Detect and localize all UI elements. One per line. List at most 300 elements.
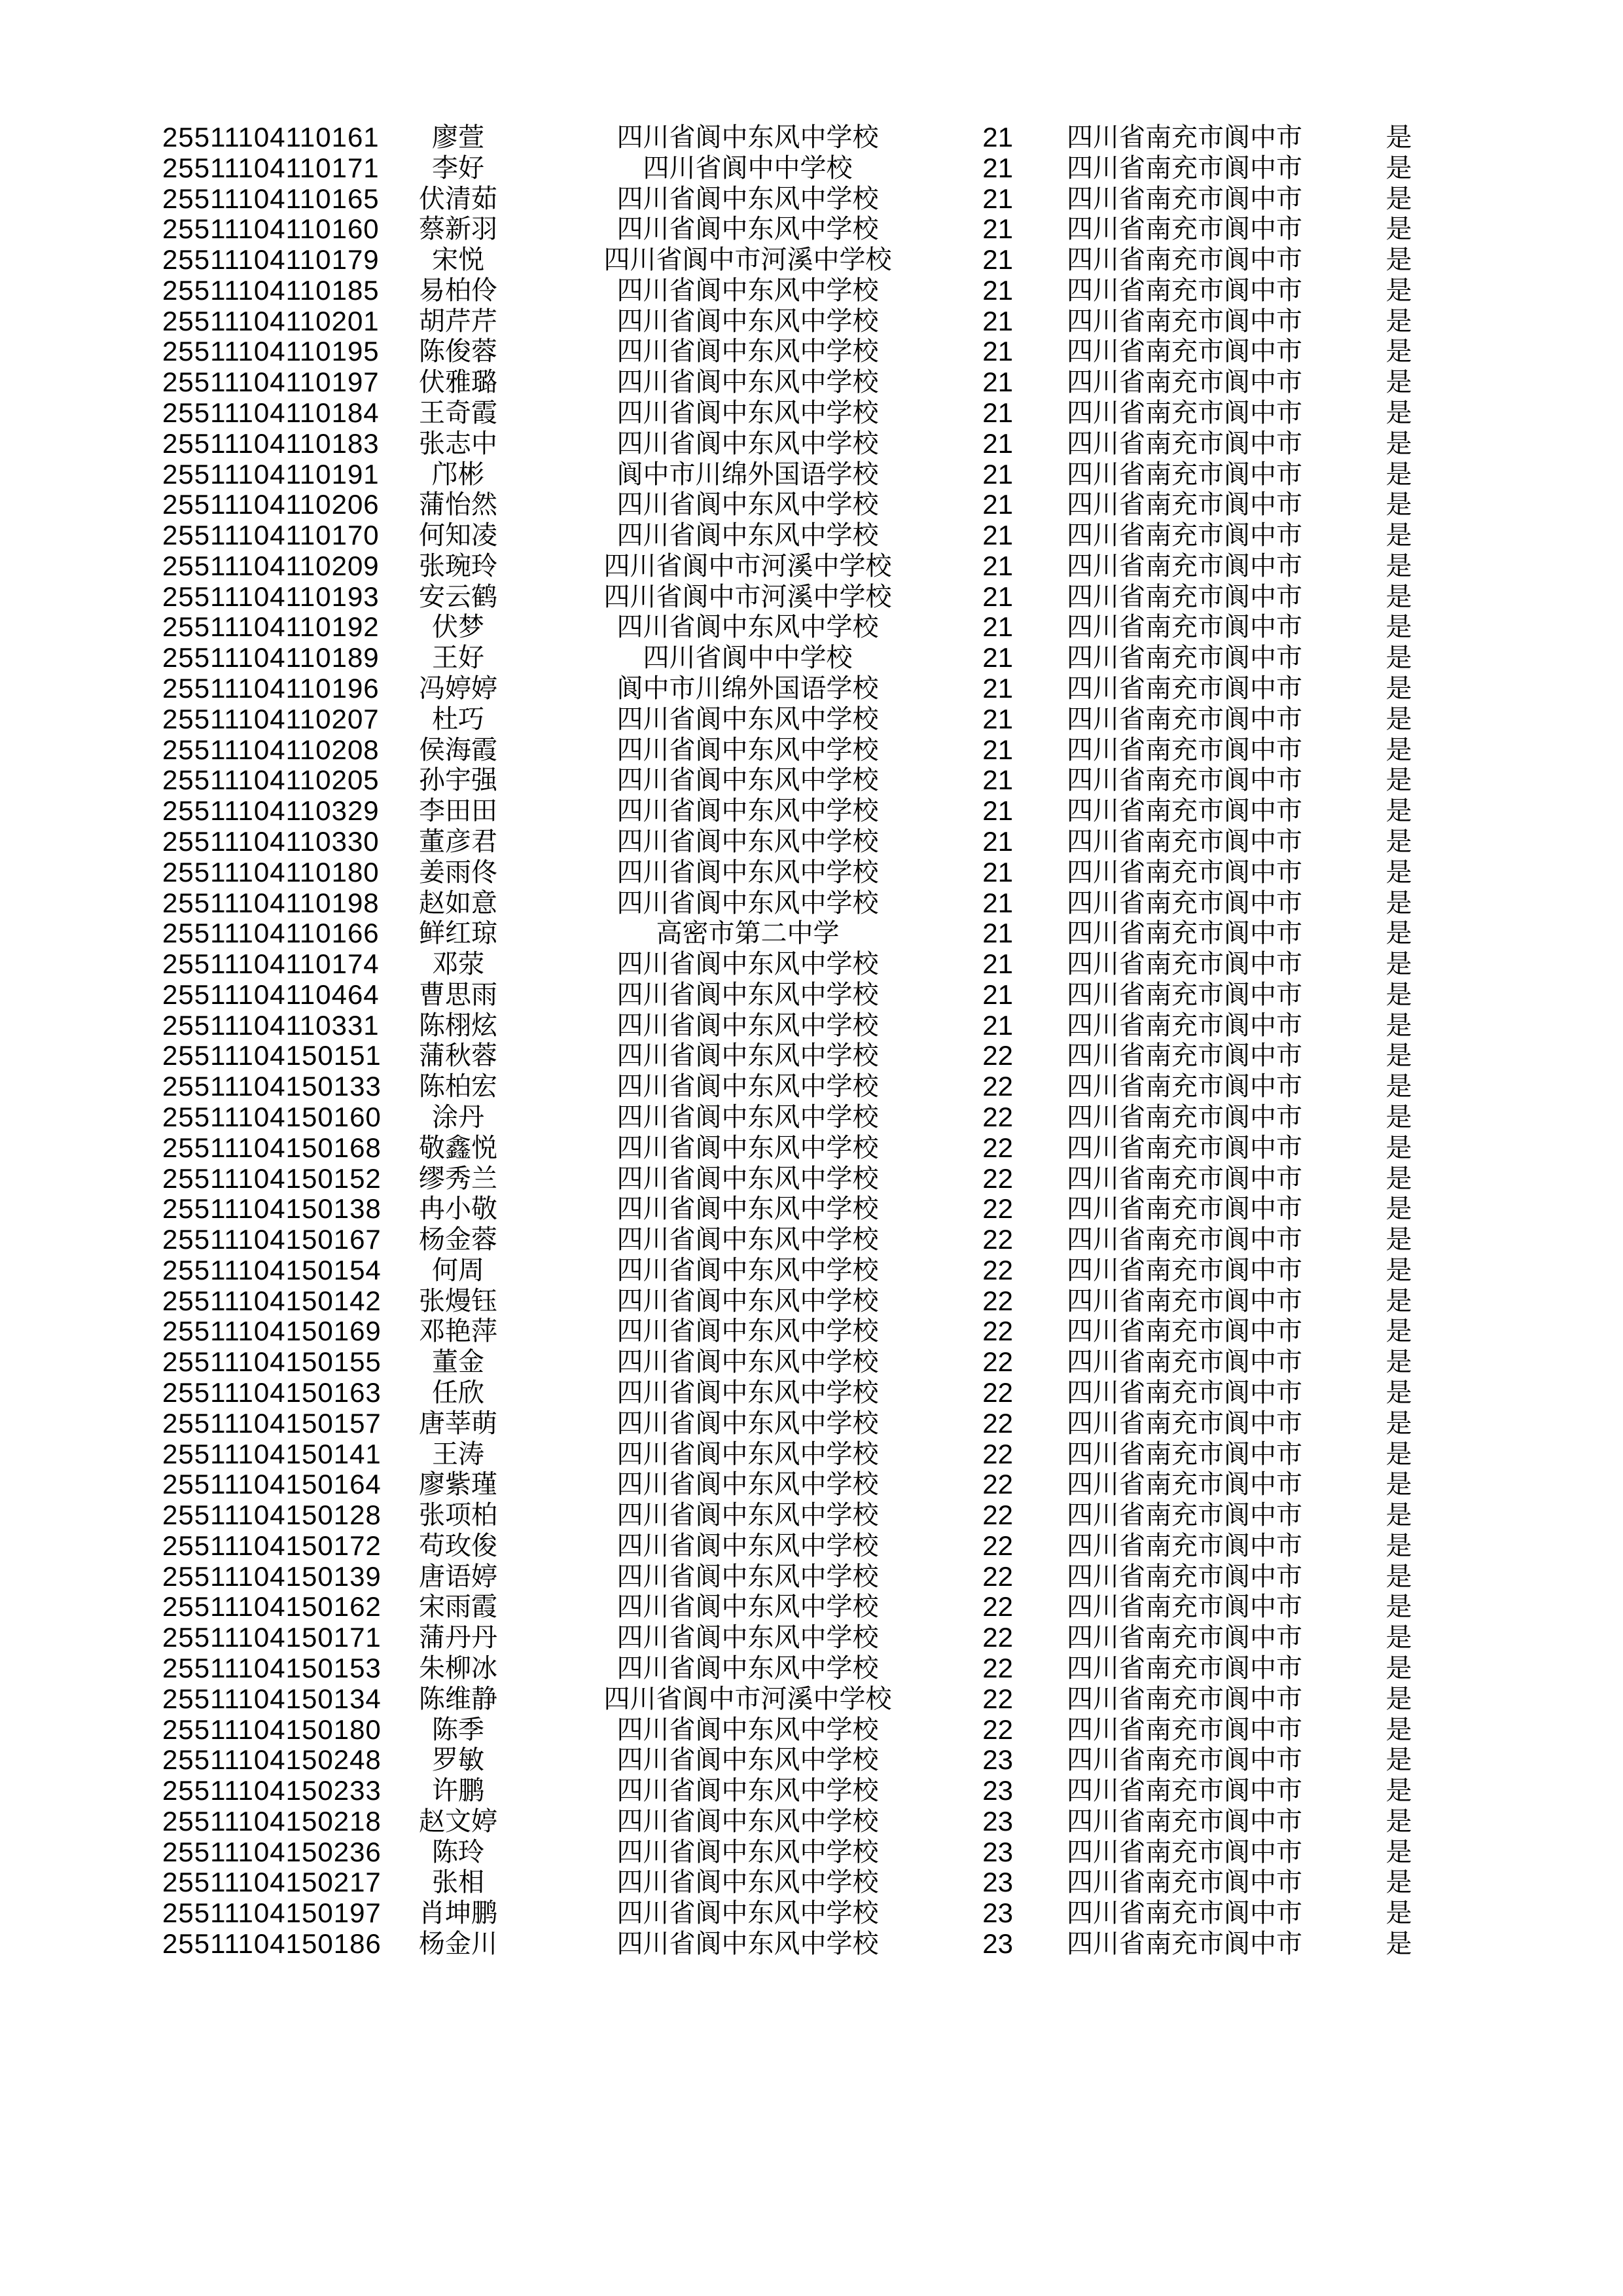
cell-candidate-id: 25511104150139 <box>162 1560 382 1592</box>
cell-candidate-id: 25511104150141 <box>162 1438 382 1469</box>
cell-room-number: 22 <box>982 1499 1013 1531</box>
cell-school-name: 四川省阆中东风中学校 <box>616 1623 879 1653</box>
table-row <box>0 1653 1623 1683</box>
cell-confirmed-flag: 是 <box>1385 1469 1412 1499</box>
cell-school-name: 四川省阆中东风中学校 <box>616 1592 879 1622</box>
cell-room-number: 21 <box>982 213 1013 245</box>
cell-school-name: 阆中市川绵外国语学校 <box>616 673 879 704</box>
cell-room-number: 22 <box>982 1101 1013 1132</box>
cell-exam-location: 四川省南充市阆中市 <box>1067 1500 1302 1530</box>
cell-confirmed-flag: 是 <box>1385 1408 1412 1438</box>
cell-school-name: 四川省阆中东风中学校 <box>616 275 879 305</box>
table-row <box>0 1591 1623 1622</box>
cell-candidate-id: 25511104110183 <box>162 427 380 459</box>
cell-school-name: 四川省阆中东风中学校 <box>616 704 879 734</box>
cell-candidate-id: 25511104110170 <box>162 520 380 551</box>
cell-school-name: 四川省阆中东风中学校 <box>616 1163 879 1193</box>
cell-candidate-id: 25511104110329 <box>162 795 380 827</box>
cell-confirmed-flag: 是 <box>1385 1714 1412 1744</box>
table-row <box>0 1193 1623 1224</box>
cell-school-name: 四川省阆中东风中学校 <box>616 1439 879 1469</box>
cell-exam-location: 四川省南充市阆中市 <box>1067 245 1302 275</box>
cell-school-name: 四川省阆中中学校 <box>643 152 853 183</box>
cell-exam-location: 四川省南充市阆中市 <box>1067 1469 1302 1499</box>
cell-candidate-id: 25511104150163 <box>162 1376 382 1408</box>
cell-exam-location: 四川省南充市阆中市 <box>1067 1316 1302 1346</box>
cell-confirmed-flag: 是 <box>1385 765 1412 795</box>
cell-room-number: 21 <box>982 887 1013 918</box>
table-row <box>0 244 1623 275</box>
cell-exam-location: 四川省南充市阆中市 <box>1067 888 1302 918</box>
cell-confirmed-flag: 是 <box>1385 520 1412 550</box>
cell-exam-location: 四川省南充市阆中市 <box>1067 1285 1302 1316</box>
cell-room-number: 23 <box>982 1867 1013 1898</box>
cell-candidate-id: 25511104150233 <box>162 1775 382 1806</box>
cell-exam-location: 四川省南充市阆中市 <box>1067 581 1302 611</box>
table-row <box>0 1010 1623 1041</box>
table-row <box>0 1377 1623 1408</box>
cell-student-name: 蒲丹丹 <box>419 1623 497 1653</box>
cell-school-name: 四川省阆中市河溪中学校 <box>603 1683 892 1713</box>
cell-candidate-id: 25511104150186 <box>162 1928 382 1960</box>
table-row <box>0 979 1623 1010</box>
cell-exam-location: 四川省南充市阆中市 <box>1067 918 1302 948</box>
cell-student-name: 陈玲 <box>432 1837 484 1867</box>
table-row <box>0 888 1623 918</box>
table-row <box>0 1683 1623 1714</box>
cell-candidate-id: 25511104150168 <box>162 1132 382 1163</box>
cell-room-number: 21 <box>982 795 1013 827</box>
cell-student-name: 苟玫俊 <box>419 1530 497 1560</box>
cell-candidate-id: 25511104110160 <box>162 213 380 245</box>
cell-student-name: 缪秀兰 <box>419 1163 497 1193</box>
cell-room-number: 21 <box>982 336 1013 367</box>
cell-school-name: 四川省阆中中学校 <box>643 643 853 673</box>
cell-student-name: 赵如意 <box>419 888 497 918</box>
cell-room-number: 21 <box>982 520 1013 551</box>
cell-exam-location: 四川省南充市阆中市 <box>1067 122 1302 152</box>
cell-school-name: 四川省阆中东风中学校 <box>616 979 879 1009</box>
cell-school-name: 四川省阆中东风中学校 <box>616 306 879 336</box>
cell-student-name: 杜巧 <box>432 704 484 734</box>
cell-school-name: 四川省阆中东风中学校 <box>616 1071 879 1102</box>
cell-candidate-id: 25511104110207 <box>162 703 380 734</box>
table-row <box>0 918 1623 948</box>
cell-student-name: 张琬玲 <box>419 550 497 581</box>
cell-confirmed-flag: 是 <box>1385 796 1412 826</box>
cell-room-number: 21 <box>982 183 1013 214</box>
cell-school-name: 四川省阆中东风中学校 <box>616 1041 879 1071</box>
cell-student-name: 唐莘萌 <box>419 1408 497 1438</box>
cell-exam-location: 四川省南充市阆中市 <box>1067 1683 1302 1713</box>
cell-student-name: 伏雅璐 <box>419 367 497 397</box>
cell-confirmed-flag: 是 <box>1385 1500 1412 1530</box>
cell-student-name: 宋雨霞 <box>419 1592 497 1622</box>
cell-room-number: 23 <box>982 1744 1013 1776</box>
cell-candidate-id: 25511104110191 <box>162 458 380 490</box>
cell-room-number: 22 <box>982 1407 1013 1439</box>
cell-school-name: 四川省阆中东风中学校 <box>616 1929 879 1959</box>
table-row <box>0 764 1623 795</box>
cell-candidate-id: 25511104150248 <box>162 1744 382 1776</box>
cell-exam-location: 四川省南充市阆中市 <box>1067 550 1302 581</box>
cell-school-name: 四川省阆中东风中学校 <box>616 949 879 979</box>
cell-confirmed-flag: 是 <box>1385 1255 1412 1285</box>
cell-student-name: 胡芹芹 <box>419 306 497 336</box>
cell-student-name: 何知凌 <box>419 520 497 550</box>
cell-school-name: 四川省阆中东风中学校 <box>616 1408 879 1438</box>
table-row <box>0 1316 1623 1346</box>
cell-candidate-id: 25511104150171 <box>162 1622 382 1653</box>
cell-candidate-id: 25511104150167 <box>162 1224 382 1255</box>
cell-confirmed-flag: 是 <box>1385 1071 1412 1102</box>
cell-room-number: 21 <box>982 427 1013 459</box>
cell-confirmed-flag: 是 <box>1385 1285 1412 1316</box>
cell-school-name: 四川省阆中东风中学校 <box>616 1500 879 1530</box>
cell-candidate-id: 25511104150138 <box>162 1193 382 1225</box>
cell-exam-location: 四川省南充市阆中市 <box>1067 275 1302 305</box>
cell-candidate-id: 25511104150142 <box>162 1285 382 1316</box>
cell-confirmed-flag: 是 <box>1385 1929 1412 1959</box>
cell-confirmed-flag: 是 <box>1385 275 1412 305</box>
cell-student-name: 姜雨佟 <box>419 857 497 887</box>
table-row <box>0 275 1623 306</box>
table-row <box>0 795 1623 826</box>
table-row <box>0 642 1623 673</box>
cell-candidate-id: 25511104110193 <box>162 581 380 612</box>
cell-candidate-id: 25511104110171 <box>162 152 380 183</box>
cell-confirmed-flag: 是 <box>1385 643 1412 673</box>
table-row <box>0 1744 1623 1775</box>
cell-confirmed-flag: 是 <box>1385 1561 1412 1591</box>
table-row <box>0 1837 1623 1867</box>
cell-school-name: 四川省阆中市河溪中学校 <box>603 550 892 581</box>
cell-student-name: 李好 <box>432 152 484 183</box>
cell-exam-location: 四川省南充市阆中市 <box>1067 1347 1302 1377</box>
cell-candidate-id: 25511104110161 <box>162 122 380 152</box>
table-row <box>0 1102 1623 1132</box>
cell-school-name: 四川省阆中东风中学校 <box>616 1316 879 1346</box>
cell-confirmed-flag: 是 <box>1385 459 1412 489</box>
cell-room-number: 22 <box>982 1316 1013 1347</box>
cell-room-number: 23 <box>982 1805 1013 1837</box>
cell-candidate-id: 25511104150128 <box>162 1499 382 1531</box>
cell-confirmed-flag: 是 <box>1385 857 1412 887</box>
cell-room-number: 23 <box>982 1897 1013 1929</box>
table-row <box>0 306 1623 336</box>
cell-room-number: 22 <box>982 1346 1013 1378</box>
cell-confirmed-flag: 是 <box>1385 1225 1412 1255</box>
cell-confirmed-flag: 是 <box>1385 673 1412 704</box>
cell-exam-location: 四川省南充市阆中市 <box>1067 398 1302 428</box>
cell-room-number: 21 <box>982 122 1013 152</box>
cell-confirmed-flag: 是 <box>1385 704 1412 734</box>
cell-candidate-id: 25511104150236 <box>162 1836 382 1867</box>
cell-room-number: 21 <box>982 856 1013 888</box>
cell-candidate-id: 25511104150153 <box>162 1653 382 1683</box>
cell-student-name: 陈维静 <box>419 1683 497 1713</box>
cell-confirmed-flag: 是 <box>1385 336 1412 367</box>
cell-exam-location: 四川省南充市阆中市 <box>1067 1898 1302 1928</box>
table-row <box>0 213 1623 244</box>
cell-student-name: 涂丹 <box>432 1102 484 1132</box>
cell-school-name: 四川省阆中东风中学校 <box>616 428 879 458</box>
cell-student-name: 董金 <box>432 1347 484 1377</box>
cell-confirmed-flag: 是 <box>1385 1163 1412 1193</box>
cell-exam-location: 四川省南充市阆中市 <box>1067 826 1302 856</box>
cell-school-name: 四川省阆中东风中学校 <box>616 336 879 367</box>
cell-candidate-id: 25511104110174 <box>162 948 380 980</box>
table-row <box>0 1224 1623 1255</box>
cell-exam-location: 四川省南充市阆中市 <box>1067 214 1302 244</box>
cell-room-number: 22 <box>982 1560 1013 1592</box>
cell-exam-location: 四川省南充市阆中市 <box>1067 1929 1302 1959</box>
cell-student-name: 陈柏宏 <box>419 1071 497 1102</box>
cell-student-name: 蒲怡然 <box>419 490 497 520</box>
cell-confirmed-flag: 是 <box>1385 1623 1412 1653</box>
cell-school-name: 四川省阆中东风中学校 <box>616 826 879 856</box>
cell-exam-location: 四川省南充市阆中市 <box>1067 796 1302 826</box>
cell-confirmed-flag: 是 <box>1385 1102 1412 1132</box>
cell-exam-location: 四川省南充市阆中市 <box>1067 1041 1302 1071</box>
cell-school-name: 四川省阆中东风中学校 <box>616 367 879 397</box>
cell-school-name: 四川省阆中东风中学校 <box>616 1194 879 1224</box>
cell-confirmed-flag: 是 <box>1385 306 1412 336</box>
cell-school-name: 四川省阆中东风中学校 <box>616 122 879 152</box>
cell-candidate-id: 25511104110464 <box>162 978 380 1010</box>
cell-student-name: 朱柳冰 <box>419 1653 497 1683</box>
cell-confirmed-flag: 是 <box>1385 1347 1412 1377</box>
cell-student-name: 唐语婷 <box>419 1561 497 1591</box>
cell-candidate-id: 25511104150164 <box>162 1469 382 1500</box>
cell-exam-location: 四川省南充市阆中市 <box>1067 1806 1302 1836</box>
cell-school-name: 四川省阆中东风中学校 <box>616 796 879 826</box>
cell-room-number: 21 <box>982 734 1013 765</box>
table-row <box>0 336 1623 367</box>
cell-candidate-id: 25511104110197 <box>162 367 380 398</box>
table-row <box>0 489 1623 520</box>
cell-room-number: 23 <box>982 1836 1013 1867</box>
table-row <box>0 1346 1623 1377</box>
cell-exam-location: 四川省南充市阆中市 <box>1067 1623 1302 1653</box>
cell-school-name: 四川省阆中东风中学校 <box>616 1010 879 1040</box>
cell-confirmed-flag: 是 <box>1385 367 1412 397</box>
table-row <box>0 1897 1623 1928</box>
cell-exam-location: 四川省南充市阆中市 <box>1067 704 1302 734</box>
table-row <box>0 122 1623 152</box>
cell-exam-location: 四川省南充市阆中市 <box>1067 765 1302 795</box>
cell-room-number: 23 <box>982 1775 1013 1806</box>
cell-exam-location: 四川省南充市阆中市 <box>1067 1194 1302 1224</box>
cell-student-name: 伏清茹 <box>419 183 497 213</box>
cell-confirmed-flag: 是 <box>1385 550 1412 581</box>
cell-candidate-id: 25511104110206 <box>162 489 380 520</box>
cell-student-name: 李田田 <box>419 796 497 826</box>
table-row <box>0 1775 1623 1806</box>
table-row <box>0 1439 1623 1469</box>
cell-student-name: 邝彬 <box>432 459 484 489</box>
cell-school-name: 四川省阆中东风中学校 <box>616 1714 879 1744</box>
cell-candidate-id: 25511104110330 <box>162 825 380 857</box>
cell-exam-location: 四川省南充市阆中市 <box>1067 1867 1302 1897</box>
cell-school-name: 四川省阆中东风中学校 <box>616 857 879 887</box>
cell-room-number: 21 <box>982 305 1013 336</box>
cell-room-number: 21 <box>982 918 1013 949</box>
cell-student-name: 何周 <box>432 1255 484 1285</box>
cell-student-name: 易柏伶 <box>419 275 497 305</box>
cell-school-name: 四川省阆中东风中学校 <box>616 183 879 213</box>
cell-candidate-id: 25511104150154 <box>162 1254 382 1285</box>
cell-confirmed-flag: 是 <box>1385 1439 1412 1469</box>
cell-student-name: 杨金川 <box>419 1929 497 1959</box>
table-row <box>0 1285 1623 1316</box>
cell-exam-location: 四川省南充市阆中市 <box>1067 673 1302 704</box>
cell-room-number: 21 <box>982 581 1013 612</box>
cell-confirmed-flag: 是 <box>1385 1837 1412 1867</box>
cell-room-number: 21 <box>982 152 1013 183</box>
table-row <box>0 1561 1623 1592</box>
table-row <box>0 1040 1623 1071</box>
cell-exam-location: 四川省南充市阆中市 <box>1067 1071 1302 1102</box>
cell-exam-location: 四川省南充市阆中市 <box>1067 1745 1302 1775</box>
cell-candidate-id: 25511104110166 <box>162 918 380 949</box>
cell-student-name: 赵文婷 <box>419 1806 497 1836</box>
cell-room-number: 23 <box>982 1928 1013 1960</box>
cell-confirmed-flag: 是 <box>1385 1653 1412 1683</box>
cell-room-number: 22 <box>982 1653 1013 1683</box>
table-row <box>0 183 1623 214</box>
cell-student-name: 冯婷婷 <box>419 673 497 704</box>
table-row <box>0 1469 1623 1499</box>
cell-school-name: 四川省阆中市河溪中学校 <box>603 581 892 611</box>
table-row <box>0 1163 1623 1194</box>
cell-school-name: 四川省阆中东风中学校 <box>616 1132 879 1162</box>
cell-room-number: 22 <box>982 1224 1013 1255</box>
cell-exam-location: 四川省南充市阆中市 <box>1067 152 1302 183</box>
cell-candidate-id: 25511104110184 <box>162 397 380 429</box>
cell-candidate-id: 25511104110195 <box>162 336 380 367</box>
cell-candidate-id: 25511104150151 <box>162 1040 382 1071</box>
cell-candidate-id: 25511104110192 <box>162 611 380 643</box>
cell-candidate-id: 25511104150197 <box>162 1897 382 1929</box>
table-row <box>0 611 1623 642</box>
cell-confirmed-flag: 是 <box>1385 122 1412 152</box>
cell-school-name: 四川省阆中东风中学校 <box>616 1745 879 1775</box>
table-row <box>0 520 1623 550</box>
cell-confirmed-flag: 是 <box>1385 183 1412 213</box>
cell-confirmed-flag: 是 <box>1385 1377 1412 1407</box>
table-row <box>0 1255 1623 1285</box>
cell-confirmed-flag: 是 <box>1385 1132 1412 1162</box>
cell-room-number: 21 <box>982 611 1013 643</box>
cell-school-name: 四川省阆中东风中学校 <box>616 490 879 520</box>
cell-exam-location: 四川省南充市阆中市 <box>1067 1653 1302 1683</box>
cell-exam-location: 四川省南充市阆中市 <box>1067 949 1302 979</box>
cell-room-number: 22 <box>982 1622 1013 1653</box>
cell-room-number: 22 <box>982 1040 1013 1071</box>
cell-student-name: 冉小敬 <box>419 1194 497 1224</box>
table-row <box>0 1806 1623 1837</box>
cell-candidate-id: 25511104110196 <box>162 673 380 704</box>
table-row <box>0 367 1623 397</box>
cell-confirmed-flag: 是 <box>1385 581 1412 611</box>
cell-exam-location: 四川省南充市阆中市 <box>1067 1439 1302 1469</box>
cell-student-name: 孙宇强 <box>419 765 497 795</box>
cell-room-number: 21 <box>982 703 1013 734</box>
table-row <box>0 428 1623 459</box>
table-row <box>0 459 1623 490</box>
cell-exam-location: 四川省南充市阆中市 <box>1067 520 1302 550</box>
cell-school-name: 四川省阆中东风中学校 <box>616 765 879 795</box>
cell-candidate-id: 25511104150218 <box>162 1805 382 1837</box>
cell-student-name: 宋悦 <box>432 245 484 275</box>
cell-room-number: 21 <box>982 642 1013 673</box>
cell-candidate-id: 25511104110198 <box>162 887 380 918</box>
cell-confirmed-flag: 是 <box>1385 1898 1412 1928</box>
cell-room-number: 21 <box>982 367 1013 398</box>
cell-confirmed-flag: 是 <box>1385 428 1412 458</box>
cell-confirmed-flag: 是 <box>1385 398 1412 428</box>
cell-confirmed-flag: 是 <box>1385 888 1412 918</box>
cell-confirmed-flag: 是 <box>1385 1867 1412 1897</box>
cell-room-number: 21 <box>982 244 1013 276</box>
table-row <box>0 1622 1623 1653</box>
cell-school-name: 四川省阆中东风中学校 <box>616 1377 879 1407</box>
cell-room-number: 22 <box>982 1132 1013 1163</box>
cell-confirmed-flag: 是 <box>1385 1806 1412 1836</box>
cell-room-number: 22 <box>982 1162 1013 1194</box>
table-row <box>0 1132 1623 1163</box>
cell-student-name: 董彦君 <box>419 826 497 856</box>
cell-confirmed-flag: 是 <box>1385 1530 1412 1560</box>
cell-confirmed-flag: 是 <box>1385 1776 1412 1806</box>
cell-school-name: 四川省阆中东风中学校 <box>616 1561 879 1591</box>
cell-school-name: 四川省阆中东风中学校 <box>616 214 879 244</box>
cell-school-name: 四川省阆中东风中学校 <box>616 1806 879 1836</box>
table-row <box>0 1530 1623 1561</box>
cell-room-number: 22 <box>982 1254 1013 1285</box>
cell-room-number: 22 <box>982 1530 1013 1561</box>
cell-exam-location: 四川省南充市阆中市 <box>1067 1408 1302 1438</box>
cell-exam-location: 四川省南充市阆中市 <box>1067 1561 1302 1591</box>
cell-confirmed-flag: 是 <box>1385 612 1412 642</box>
table-row <box>0 1714 1623 1745</box>
cell-student-name: 陈季 <box>432 1714 484 1744</box>
cell-student-name: 肖坤鹏 <box>419 1898 497 1928</box>
cell-confirmed-flag: 是 <box>1385 1683 1412 1713</box>
cell-room-number: 22 <box>982 1438 1013 1469</box>
cell-school-name: 四川省阆中东风中学校 <box>616 1898 879 1928</box>
cell-room-number: 21 <box>982 550 1013 581</box>
cell-confirmed-flag: 是 <box>1385 1745 1412 1775</box>
cell-candidate-id: 25511104110208 <box>162 734 380 765</box>
table-row <box>0 581 1623 612</box>
cell-candidate-id: 25511104110180 <box>162 856 380 888</box>
cell-room-number: 21 <box>982 764 1013 796</box>
cell-school-name: 四川省阆中东风中学校 <box>616 1837 879 1867</box>
cell-student-name: 罗敏 <box>432 1745 484 1775</box>
cell-school-name: 四川省阆中东风中学校 <box>616 1776 879 1806</box>
cell-school-name: 四川省阆中东风中学校 <box>616 734 879 764</box>
cell-student-name: 王好 <box>432 643 484 673</box>
cell-exam-location: 四川省南充市阆中市 <box>1067 490 1302 520</box>
cell-confirmed-flag: 是 <box>1385 949 1412 979</box>
cell-exam-location: 四川省南充市阆中市 <box>1067 1102 1302 1132</box>
cell-candidate-id: 25511104110189 <box>162 642 380 673</box>
cell-room-number: 22 <box>982 1683 1013 1714</box>
cell-exam-location: 四川省南充市阆中市 <box>1067 428 1302 458</box>
cell-room-number: 22 <box>982 1193 1013 1225</box>
